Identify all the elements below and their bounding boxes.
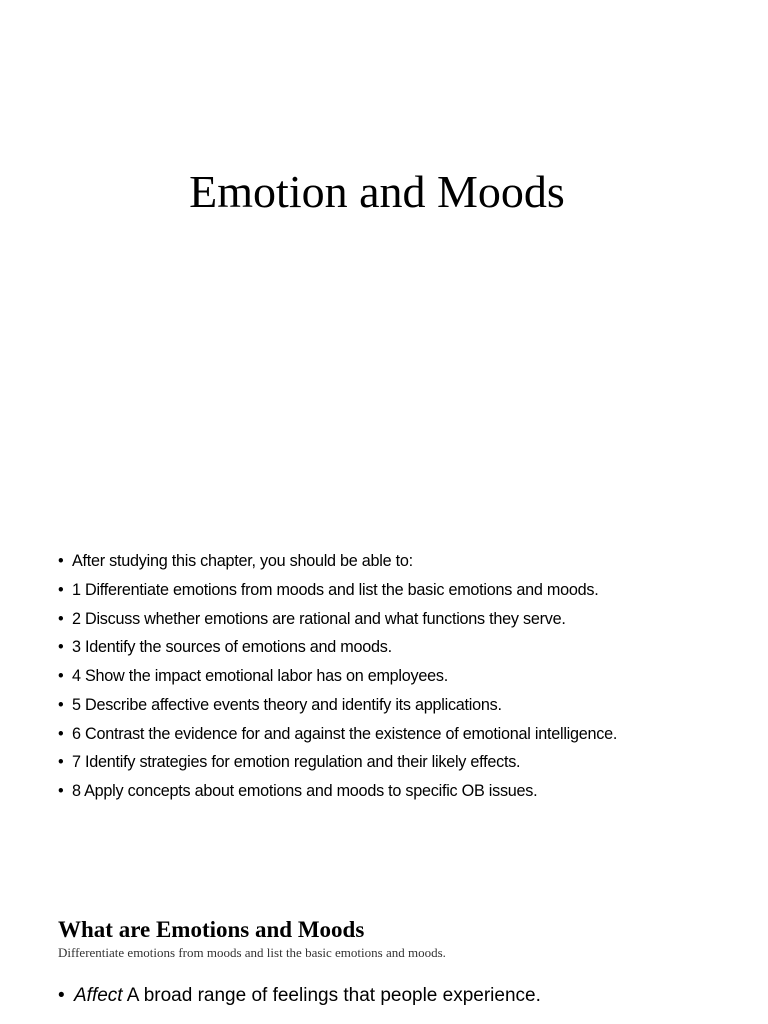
bullet-icon: •: [58, 667, 64, 685]
bullet-icon: •: [58, 695, 64, 714]
list-item-text: 2 Discuss whether emotions are rational and what functions they serve.: [72, 609, 566, 628]
definition-item: [58, 981, 541, 1011]
list-item: [58, 576, 617, 605]
bullet-icon: •: [58, 724, 64, 743]
bullet-icon: •: [58, 609, 64, 628]
bullet-icon: •: [58, 753, 64, 772]
list-item-text: 3 Identify the sources of emotions and moods.: [72, 638, 392, 657]
list-item: [58, 691, 617, 720]
bullet-icon: •: [58, 552, 64, 570]
list-item: [58, 720, 617, 749]
definition-text: A broad range of feelings that people experience.: [122, 985, 541, 1006]
learning-objectives-list: [58, 547, 617, 806]
list-item-text: After studying this chapter, you should be able to:: [72, 552, 413, 570]
list-item: [58, 748, 617, 777]
list-item: [58, 662, 617, 691]
list-item-text: 1 Differentiate emotions from moods and list the basic emotions and moods.: [72, 580, 599, 599]
section-heading: What are Emotions and Moods: [58, 917, 365, 942]
bullet-icon: •: [58, 580, 64, 599]
list-item: [58, 547, 617, 576]
slide-title: Emotion and Moods: [189, 166, 565, 217]
section-subtitle: Differentiate emotions from moods and list the basic emotions and moods.: [58, 945, 446, 960]
list-item-text: 4 Show the impact emotional labor has on employees.: [72, 667, 448, 685]
list-item-text: 8 Apply concepts about emotions and moods to specific OB issues.: [72, 782, 538, 800]
list-item: [58, 605, 617, 634]
bullet-icon: •: [58, 985, 65, 1006]
definitions-list: [58, 981, 541, 1011]
list-item: [58, 633, 617, 662]
list-item: [58, 777, 617, 806]
bullet-icon: •: [58, 638, 64, 657]
bullet-icon: •: [58, 782, 64, 800]
list-item-text: 6 Contrast the evidence for and against the existence of emotional intelligence.: [72, 724, 618, 743]
definition-term: Affect: [74, 985, 123, 1006]
list-item-text: 7 Identify strategies for emotion regulation and their likely effects.: [72, 753, 521, 772]
list-item-text: 5 Describe affective events theory and identify its applications.: [72, 695, 502, 714]
